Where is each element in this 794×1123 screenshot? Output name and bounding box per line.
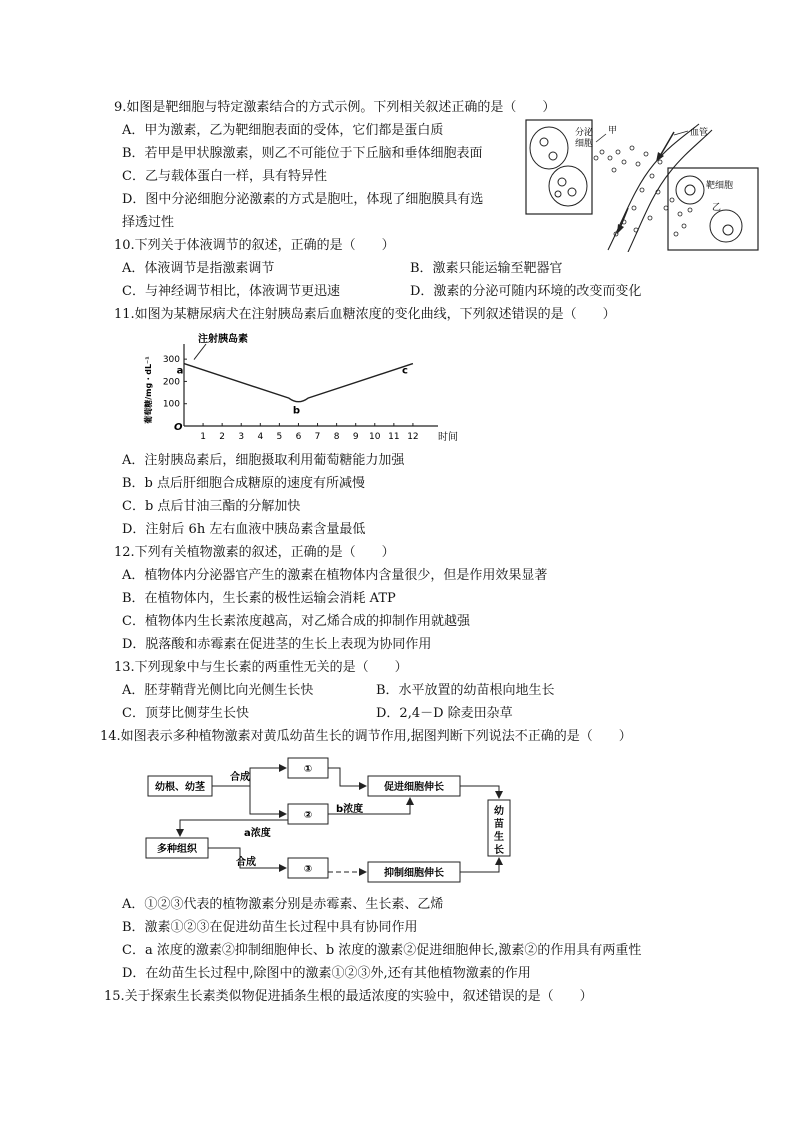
x-tick-label: 6 [295, 432, 302, 442]
chart-axes [174, 344, 458, 443]
q13-option-d: D．2,4－D 除麦田杂草 [376, 706, 513, 721]
q9-option-b: B．若甲是甲状腺激素，则乙不可能位于下丘脑和垂体细胞表面 [122, 146, 483, 161]
label-growth-4: 长 [494, 845, 504, 856]
q11-stem: 11.如图为某糖尿病犬在注射胰岛素后血糖浓度的变化曲线，下列叙述错误的是（ ） [114, 307, 616, 322]
point-label-c: c [401, 365, 408, 377]
q13-stem: 13.下列现象中与生长素的两重性无关的是（ ） [114, 660, 408, 675]
x-tick-label: 11 [388, 432, 400, 442]
x-tick-label: 12 [407, 432, 419, 442]
y-tick-label: 200 [162, 377, 180, 388]
point-label-a: a [176, 365, 184, 377]
x-tick-label: 1 [200, 432, 206, 442]
q9-option-c: C．乙与载体蛋白一样，具有特异性 [122, 169, 327, 184]
label-tissues: 多种组织 [157, 844, 197, 855]
q14-option-a: A．①②③代表的植物激素分别是赤霉素、生长素、乙烯 [122, 897, 444, 912]
chart-ylabel: 葡萄糖/mg・dL⁻¹ [144, 356, 153, 424]
label-h3: ③ [303, 864, 313, 875]
q10-stem: 10.下列关于体液调节的叙述，正确的是（ ） [114, 238, 395, 253]
chart-annotation: 注射胰岛素 [198, 334, 248, 345]
q13-option-b: B．水平放置的幼苗根向地生长 [376, 683, 555, 698]
q9-option-d-cont: 择透过性 [122, 215, 175, 230]
hormone-flow-diagram [140, 752, 520, 888]
q12-option-b: B．在植物体内，生长素的极性运输会消耗 ATP [122, 591, 396, 606]
label-promote: 促进细胞伸长 [384, 782, 444, 793]
x-tick-label: 3 [238, 432, 245, 442]
q11-option-c: C．b 点后甘油三酯的分解加快 [122, 499, 301, 514]
annotation-arrow [194, 344, 206, 360]
x-tick-label: 5 [276, 432, 283, 442]
q9-option-a: A．甲为激素，乙为靶细胞表面的受体，它们都是蛋白质 [122, 123, 444, 138]
label-b-conc: b浓度 [336, 804, 364, 815]
fig-vessel-label: 血管 [690, 128, 709, 138]
x-tick-label: 7 [314, 432, 321, 442]
label-a-conc: a浓度 [244, 828, 271, 839]
fig-target-label: 靶细胞 [706, 181, 734, 191]
x-tick-label: 9 [352, 432, 359, 442]
fig-yi-label: 乙 [712, 203, 722, 213]
y-tick-label: 300 [162, 355, 180, 366]
q14-option-d: D．在幼苗生长过程中,除图中的激素①②③外,还有其他植物激素的作用 [122, 966, 531, 981]
fig-secretory-label-2: 细胞 [575, 139, 594, 149]
q10-option-d: D．激素的分泌可随内环境的改变而变化 [410, 284, 642, 299]
q10-option-a: A．体液调节是指激素调节 [122, 261, 275, 276]
label-synth1: 合成 [230, 772, 250, 783]
x-tick-label: 10 [369, 432, 381, 442]
q12-option-a: A．植物体内分泌器官产生的激素在植物体内含量很少，但是作用效果显著 [122, 568, 548, 583]
q13-option-a: A．胚芽鞘背光侧比向光侧生长快 [122, 683, 314, 698]
label-growth-3: 生 [494, 832, 504, 843]
chart-series [184, 344, 413, 402]
q12-option-c: C．植物体内生长素浓度越高，对乙烯合成的抑制作用就越强 [122, 614, 470, 629]
q15-stem: 15.关于探索生长素类似物促进插条生根的最适浓度的实验中，叙述错误的是（ ） [104, 989, 593, 1004]
q10-option-b: B．激素只能运输至靶器官 [410, 261, 563, 276]
q12-option-d: D．脱落酸和赤霉素在促进茎的生长上表现为协同作用 [122, 637, 432, 652]
point-label-b: b [292, 405, 301, 417]
glucose-chart [140, 328, 480, 446]
label-inhibit: 抑制细胞伸长 [384, 868, 444, 879]
x-tick-label: 4 [257, 432, 264, 442]
q12-stem: 12.下列有关植物激素的叙述，正确的是（ ） [114, 545, 395, 560]
label-root-stem: 幼根、幼茎 [155, 782, 205, 793]
q11-option-d: D．注射后 6h 左右血液中胰岛素含量最低 [122, 522, 366, 537]
label-growth-1: 幼 [494, 806, 504, 817]
q9-option-d: D．图中分泌细胞分泌激素的方式是胞吐，体现了细胞膜具有选 [122, 192, 484, 207]
label-h1: ① [303, 764, 313, 775]
label-h2: ② [303, 810, 313, 821]
glucose-curve [184, 364, 413, 402]
fig-secretory-label-1: 分泌 [575, 128, 594, 138]
fig-jia-label: 甲 [608, 126, 618, 136]
y-tick-label: 100 [162, 399, 180, 410]
q10-option-c: C．与神经调节相比，体液调节更迅速 [122, 284, 340, 299]
q9-stem: 9.如图是靶细胞与特定激素结合的方式示例。下列相关叙述正确的是（ ） [114, 100, 556, 115]
chart-xlabel: 时间 [438, 432, 458, 443]
q11-option-a: A．注射胰岛素后，细胞摄取利用葡萄糖能力加强 [122, 453, 405, 468]
hormone-target-figure [524, 118, 780, 252]
x-tick-label: 8 [333, 432, 340, 442]
label-synth2: 合成 [236, 857, 256, 868]
q14-option-c: C．a 浓度的激素②抑制细胞伸长、b 浓度的激素②促进细胞伸长,激素②的作用具有两重性 [122, 943, 642, 958]
q13-option-c: C．顶芽比侧芽生长快 [122, 706, 249, 721]
x-tick-label: 2 [219, 432, 226, 442]
q14-option-b: B．激素①②③在促进幼苗生长过程中具有协同作用 [122, 920, 418, 935]
label-growth-2: 苗 [494, 819, 504, 830]
q11-option-b: B．b 点后肝细胞合成糖原的速度有所减慢 [122, 476, 366, 491]
chart-origin: O [174, 422, 183, 433]
q14-stem: 14.如图表示多种植物激素对黄瓜幼苗生长的调节作用,据图判断下列说法不正确的是（ ） [100, 729, 632, 744]
